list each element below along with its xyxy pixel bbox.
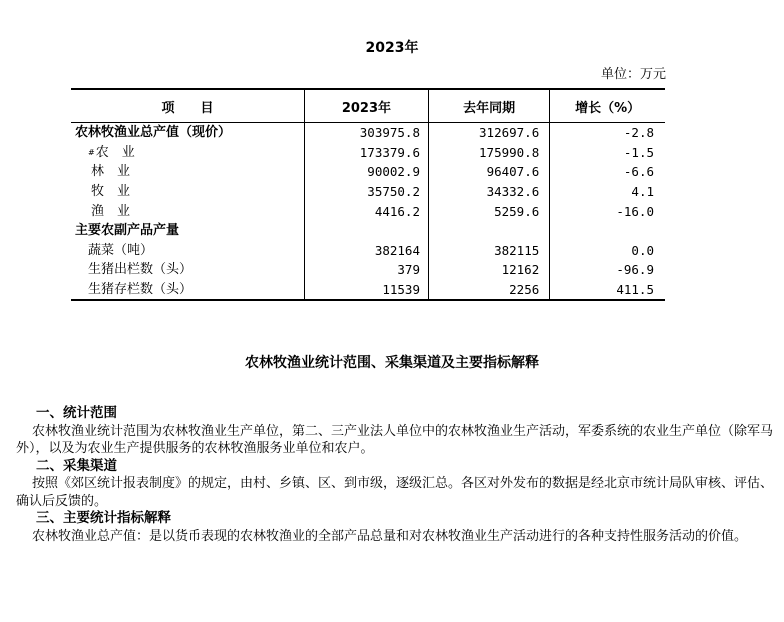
- row-label-cell: [71, 143, 304, 163]
- row-current: 35750.2: [304, 182, 428, 202]
- row-current: 379: [304, 260, 428, 280]
- notes-text-scope: 农林牧渔业统计范围为农林牧渔业生产单位，第二、三产业法人单位中的农林牧渔业生产活动，军委系统的农业生产单位（除军马外），以及为农业生产提供服务的农林牧渔服务业单位和农户。: [16, 423, 774, 456]
- header-item: 项 目: [71, 89, 304, 123]
- row-current: 303975.8: [304, 123, 428, 143]
- row-current: 11539: [304, 280, 428, 301]
- table-row: [71, 201, 665, 221]
- row-growth: -6.6: [550, 162, 665, 182]
- notes-heading-channel: 二、采集渠道: [36, 457, 117, 474]
- row-growth: -2.8: [550, 123, 665, 143]
- notes-heading-scope: 一、统计范围: [36, 405, 117, 421]
- row-label: 林 业: [91, 164, 131, 180]
- table-row: [71, 280, 665, 301]
- row-last-year: [428, 221, 549, 241]
- row-growth: [550, 221, 665, 241]
- row-last-year: 312697.6: [428, 123, 549, 143]
- header-current-year: 2023年: [304, 89, 428, 123]
- row-last-year: 96407.6: [428, 162, 549, 182]
- row-last-year: 382115: [428, 241, 549, 261]
- table-row: [71, 143, 665, 163]
- agriculture-output-table: [71, 88, 665, 301]
- row-last-year: 34332.6: [428, 182, 549, 202]
- table-row: [71, 182, 665, 202]
- notes-text-channel: 按照《郊区统计报表制度》的规定，由村、乡镇、区、到市级，逐级汇总。各区对外发布的数据是经北京市统计局队审核、评估、确认后反馈的。: [16, 476, 774, 509]
- header-growth: 增长（%）: [550, 89, 665, 123]
- row-current: [304, 221, 428, 241]
- table-row: [71, 260, 665, 280]
- table-row: [71, 162, 665, 182]
- row-label: 生猪出栏数（头）: [88, 262, 193, 278]
- row-last-year: 12162: [428, 260, 549, 280]
- row-last-year: 5259.6: [428, 201, 549, 221]
- row-label: 主要农副产品产量: [75, 223, 180, 239]
- row-current: 90002.9: [304, 162, 428, 182]
- row-growth: 411.5: [550, 280, 665, 301]
- notes-text-indicators: 农林牧渔业总产值：是以货币表现的农林牧渔业的全部产品总量和对农林牧渔业生产活动进行的各种支持性服务活动的价值。: [32, 528, 748, 544]
- row-label: 牧 业: [91, 184, 131, 200]
- table-row: [71, 123, 665, 143]
- table-row: [71, 241, 665, 261]
- row-last-year: 2256: [428, 280, 549, 301]
- row-growth: -16.0: [550, 201, 665, 221]
- row-label: 渔 业: [91, 203, 131, 219]
- report-year-title: 2023年: [365, 40, 419, 56]
- row-label: 蔬菜（吨）: [88, 242, 154, 258]
- notes-heading-indicators: 三、主要统计指标解释: [36, 510, 171, 526]
- row-current: 4416.2: [304, 201, 428, 221]
- row-last-year: 175990.8: [428, 143, 549, 163]
- row-label: 生猪存栏数（头）: [71, 280, 304, 301]
- notes-title: 农林牧渔业统计范围、采集渠道及主要指标解释: [245, 355, 539, 371]
- row-growth: 0.0: [550, 241, 665, 261]
- row-label: 农 业: [95, 144, 135, 160]
- row-current: 173379.6: [304, 143, 428, 163]
- table-header-row: [71, 89, 665, 123]
- row-label: 农林牧渔业总产值（现价）: [75, 125, 232, 141]
- row-growth: -96.9: [550, 260, 665, 280]
- footnote-mark: #: [88, 147, 95, 157]
- row-growth: 4.1: [550, 182, 665, 202]
- row-current: 382164: [304, 241, 428, 261]
- table-row: [71, 221, 665, 241]
- notes-body: [16, 405, 776, 545]
- row-growth: -1.5: [550, 143, 665, 163]
- header-last-year: 去年同期: [428, 89, 549, 123]
- unit-label: 单位：万元: [600, 67, 666, 82]
